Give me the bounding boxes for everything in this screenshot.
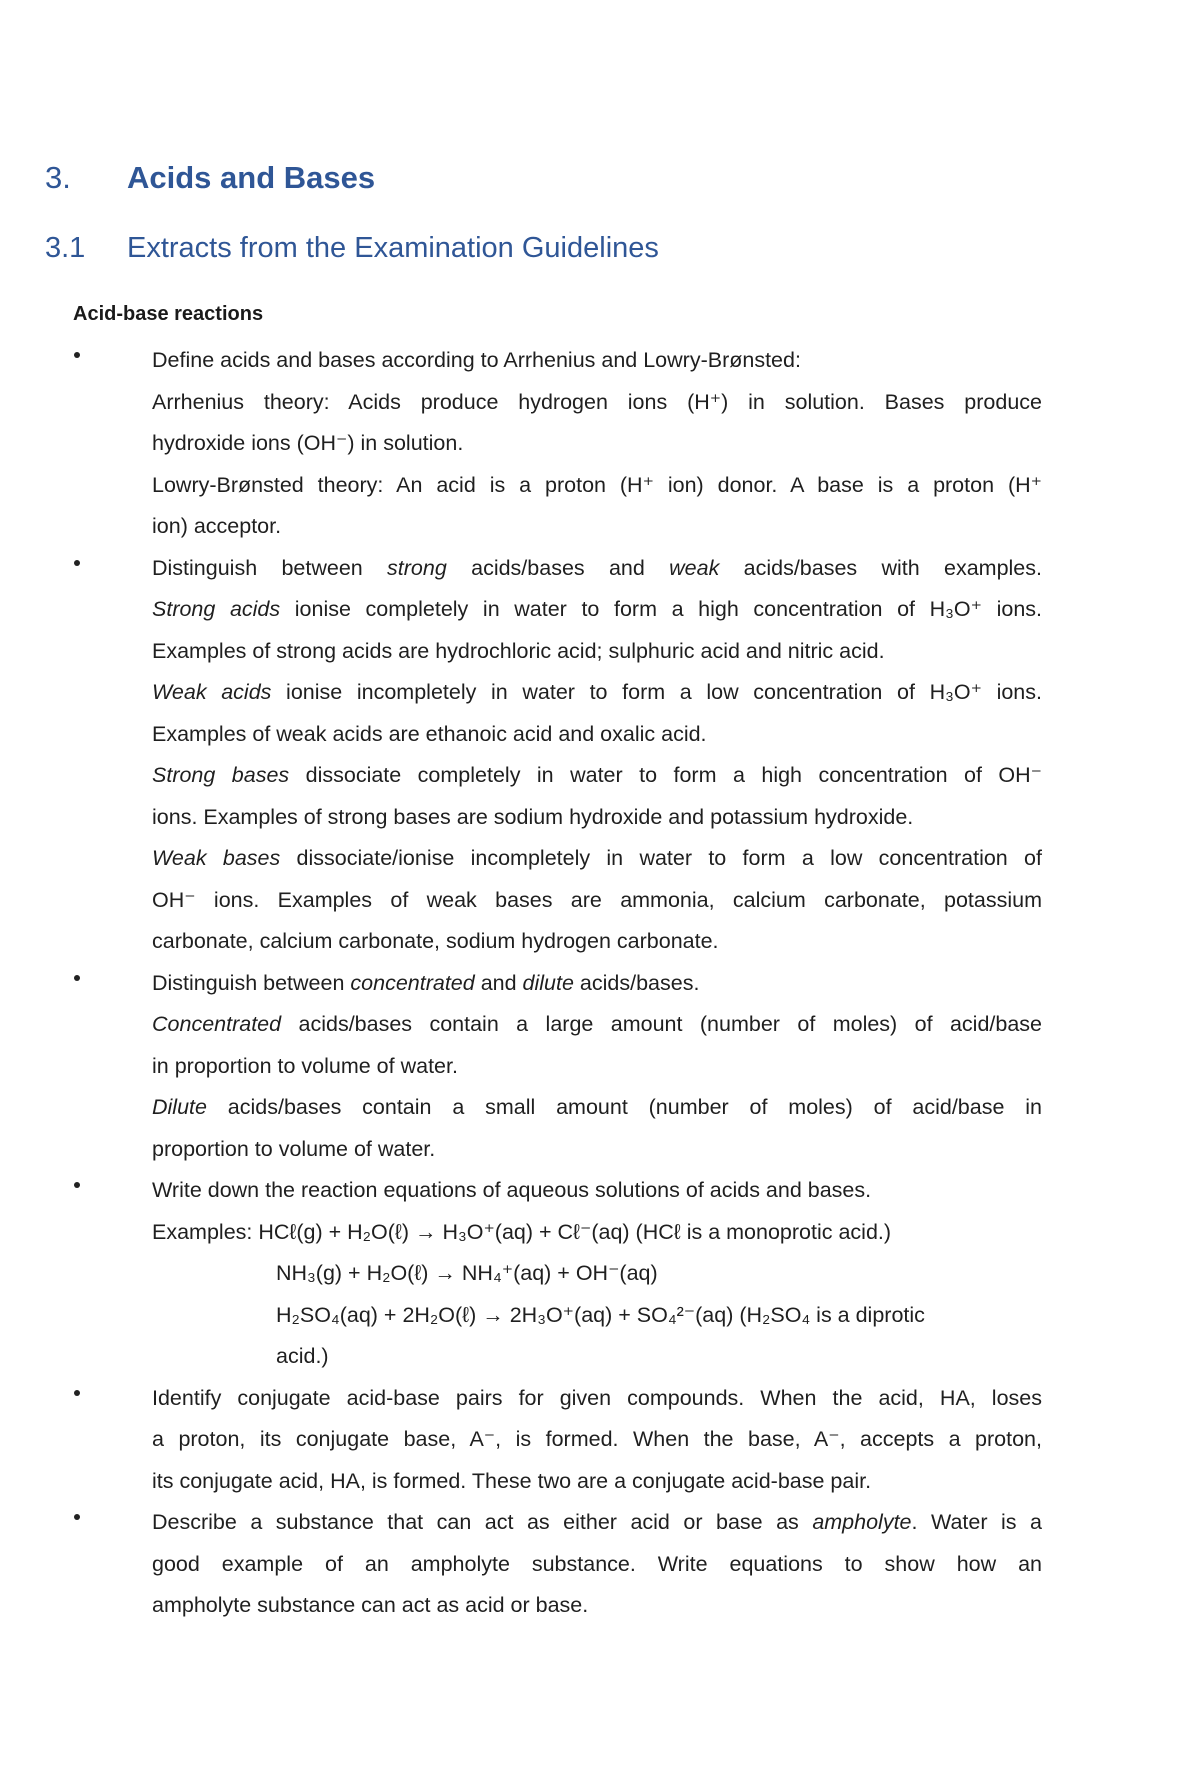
text-line [152,838,1042,880]
text-run: dissociate completely in water to form a high concentration of OH⁻ [289,763,1042,787]
text-line: Identify conjugate acid-base pairs for given compounds. When the acid, HA, loses [152,1385,1042,1410]
bullet-dot-icon [74,1182,80,1188]
text-line: in proportion to volume of water. [152,1053,458,1078]
text-line: ions. Examples of strong bases are sodium hydroxide and potassium hydroxide. [152,804,914,829]
text-line [152,755,1042,797]
bullet-dot-icon [74,1514,80,1520]
text-line: good example of an ampholyte substance. Write equations to show how an [152,1551,1042,1576]
list-item [0,1502,1200,1627]
text-line [152,1087,1042,1129]
emphasis-text: Concentrated [152,1012,282,1036]
subsection-number: 3.1 [45,232,86,264]
bullet-dot-icon [74,1390,80,1396]
text-line: ion) acceptor. [152,514,282,538]
text-line [152,1502,1042,1544]
text-line [152,963,1042,1005]
text-run: Describe a substance that can act as either acid or base as [152,1510,813,1534]
text-run: acids/bases contain a small amount (number of moles) of acid/base in [206,1095,1042,1119]
text-line: its conjugate acid, HA, is formed. These two are a conjugate acid-base pair. [152,1468,872,1493]
list-item [0,340,1200,548]
emphasis-text: Strong bases [152,763,290,787]
emphasis-text: Dilute [152,1095,207,1119]
text-run: Distinguish between [152,555,388,580]
emphasis-text: dilute [522,970,574,995]
text-line: carbonate, calcium carbonate, sodium hydrogen carbonate. [152,929,719,953]
text-line [152,1004,1042,1046]
text-run: acids/bases contain a large amount (number of moles) of acid/base [281,1012,1042,1036]
subsection-title: Extracts from the Examination Guidelines [127,232,659,264]
emphasis-text: Weak bases [152,846,281,870]
text-line: hydroxide ions (OH⁻) in solution. [152,431,464,455]
equation-line: acid.) [276,1344,329,1368]
bullet-dot-icon [74,352,80,358]
text-line: a proton, its conjugate base, A⁻, is formed. When the base, A⁻, accepts a proton, [152,1427,1042,1451]
text-run: acids/bases with examples. [719,555,1042,580]
text-run: and [474,970,523,995]
equation-line: Examples: HCℓ(g) + H₂O(ℓ) → H₃O⁺(aq) + Cℓ⁻(aq) (HCℓ is a monoprotic acid.) [152,1219,892,1244]
text-line: ampholyte substance can act as acid or base. [152,1593,589,1617]
bullet-dot-icon [74,560,80,566]
text-run: ionise completely in water to form a high concentration of H₃O⁺ ions. [280,597,1043,621]
text-line: Examples of weak acids are ethanoic acid and oxalic acid. [152,721,707,746]
text-run: dissociate/ionise incompletely in water to form a low concentration of [280,846,1042,870]
text-line: Arrhenius theory: Acids produce hydrogen ions (H⁺) in solution. Bases produce [152,389,1042,414]
list-item [0,1378,1200,1503]
emphasis-text: Weak acids [152,680,272,704]
topic-heading: Acid-base reactions [73,303,264,325]
emphasis-text: concentrated [350,970,475,995]
text-line: Define acids and bases according to Arrhenius and Lowry-Brønsted: [152,348,801,372]
emphasis-text: ampholyte [812,1510,912,1534]
emphasis-text: strong [387,555,447,580]
text-line [152,589,1042,631]
text-line: Write down the reaction equations of aqueous solutions of acids and bases. [152,1178,872,1202]
equation-line: H₂SO₄(aq) + 2H₂O(ℓ) → 2H₃O⁺(aq) + SO₄²⁻(aq) (H₂SO₄ is a diprotic [276,1302,925,1327]
text-line [152,548,1042,590]
list-item [0,1170,1200,1378]
equation-line: NH₃(g) + H₂O(ℓ) → NH₄⁺(aq) + OH⁻(aq) [276,1261,658,1285]
text-run: . Water is a [911,1510,1042,1534]
text-line [152,672,1042,714]
text-run: Distinguish between [152,970,351,995]
list-item [0,548,1200,963]
emphasis-text: weak [669,555,720,580]
bullet-dot-icon [74,975,80,981]
subsection-heading [45,232,659,265]
text-line: proportion to volume of water. [152,1136,436,1161]
text-run: acids/bases and [446,555,670,580]
section-title: Acids and Bases [127,160,376,195]
section-number: 3. [45,160,71,195]
text-line: Examples of strong acids are hydrochloric acid; sulphuric acid and nitric acid. [152,638,885,663]
emphasis-text: Strong acids [152,597,281,621]
text-line: Lowry-Brønsted theory: An acid is a proton (H⁺ ion) donor. A base is a proton (H⁺ [152,472,1042,497]
text-run: ionise incompletely in water to form a low concentration of H₃O⁺ ions. [271,680,1042,704]
text-run: acids/bases. [573,970,700,995]
text-line: OH⁻ ions. Examples of weak bases are ammonia, calcium carbonate, potassium [152,887,1042,912]
list-item [0,963,1200,1171]
bullet-list [0,340,1200,1627]
section-heading [45,160,375,196]
